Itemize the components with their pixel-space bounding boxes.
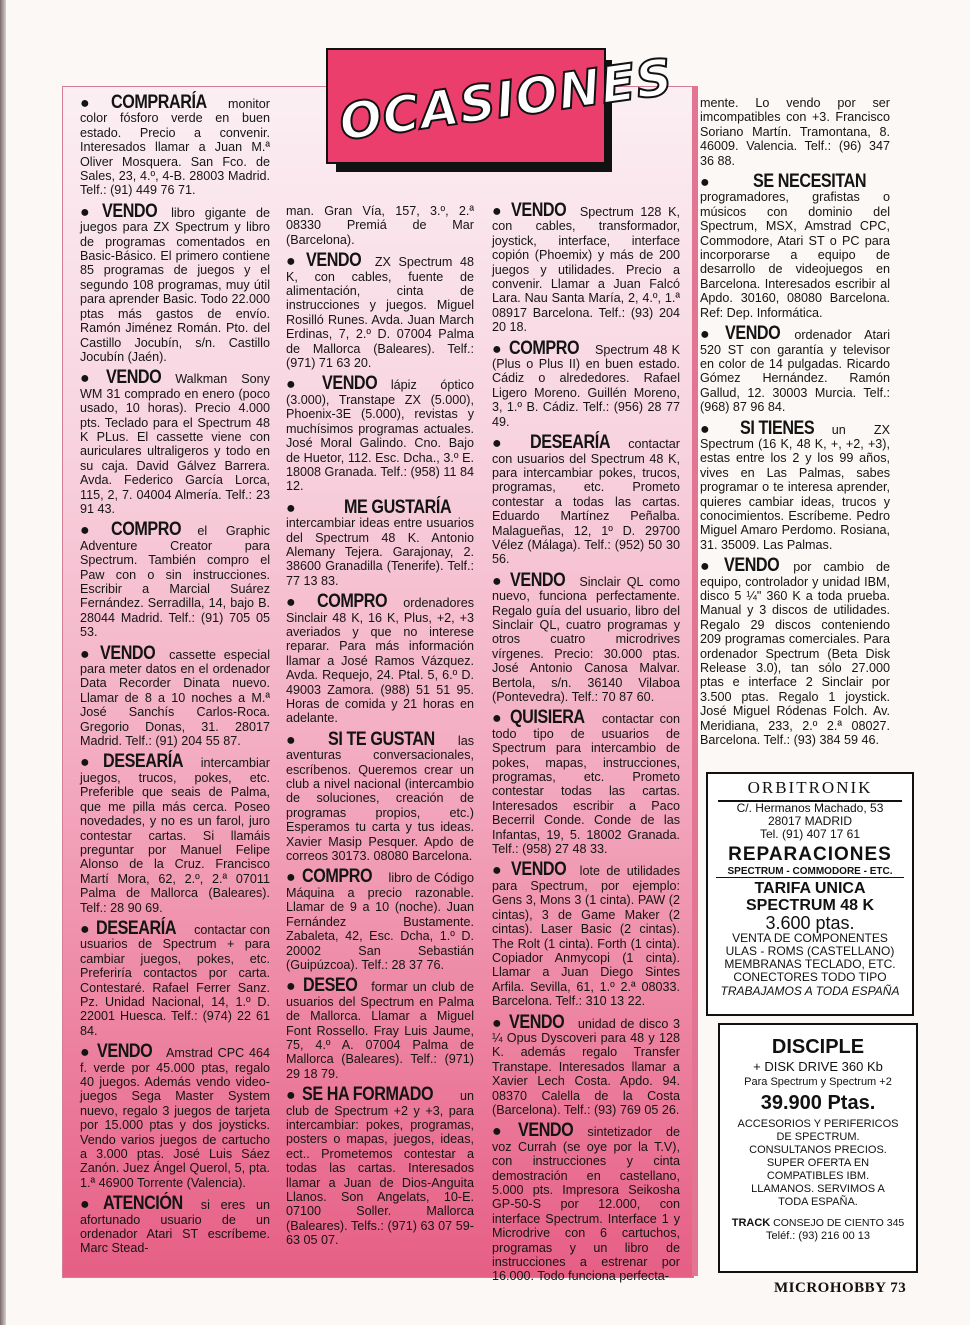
panel-shadow <box>692 86 698 1276</box>
ad-text: unidad de disco 3 ¼ Opus Dyscoveri para 48 y 128 K. además regalo Transfer Transtape. Interesados llamar a Xavier Lech Costa. Apdo. 94. 08370 Calella de la Costa (Barcelona). Telf.: (93) 769 05 26. <box>492 1016 680 1117</box>
bullet-icon: ● <box>286 731 323 749</box>
ad <box>700 555 890 748</box>
bullet-icon: ● <box>492 203 505 220</box>
ad <box>80 200 270 364</box>
bullet-icon: ● <box>492 1123 513 1141</box>
bullet-icon: ● <box>492 435 524 453</box>
column-3 <box>492 200 680 1291</box>
ad <box>80 751 270 915</box>
disciple-line: CONSULTANOS PRECIOS. <box>749 1144 887 1156</box>
orbitronik-tariff: TARIFA UNICA <box>754 880 866 897</box>
logo-box <box>326 47 677 164</box>
column-1 <box>80 92 270 1263</box>
ad-text: lápiz óptico (3.000), Transtape ZX (5.000), Phoenix-3E (5.000), revistas y muchísimos programas actuales. José Moral Galindo. Cno. Bajo de Huetor, 112. Esc. Dcha., 3.º E. 18008 Granada. Telf.: (958) 11 84 12. <box>286 378 474 494</box>
ad-keyword: VENDO <box>510 569 566 591</box>
ad-keyword: VENDO <box>510 859 566 881</box>
ad-continuation: mente. Lo vendo por ser imcompatibles con +3. Francisco Soriano Martín. Tramontana, 8. 46009. Valencia. Telf.: (96) 347 36 88. <box>700 96 890 168</box>
ad-text: si eres un afortunado usuario de un ordenador Atari ST escríbeme. Marc Stead- <box>80 1198 270 1256</box>
disciple-ad <box>718 1023 918 1273</box>
ad-text: Sinclair QL como nuevo, funciona perfectamente. Regalo guía del usuario, libro del Sinclair QL, cuatro programas y otros cuatro microdrives vírgenes. Precio: 30.000 ptas. José Antonio Canosa Malvar. Bertola, s/n. 36140 Vilaboa (Pontevedra). Telf.: 70 87 60. <box>492 574 680 704</box>
ad <box>492 337 680 429</box>
ad-keyword: VENDO <box>510 200 567 221</box>
ad-text: Spectrum 48 K (Plus o Plus II) en buen estado. Cádiz o alrededores. Rafael Ligero Moreno. Guillén Moreno, 3, 1.º B. Cádiz. Telf.: (956) 28 77 49. <box>492 342 680 429</box>
bullet-icon: ● <box>80 1196 97 1214</box>
orbitronik-roms: ULAS - ROMS (CASTELLANO) <box>725 944 895 958</box>
page-edge <box>0 0 6 1325</box>
ad <box>492 200 680 335</box>
disciple-line: TODA ESPAÑA. <box>778 1196 858 1208</box>
page-number: 73 <box>890 1280 907 1296</box>
ad-text: ordenadores Sinclair 48 K, 16 K, Plus, +2, +3 averiados y que no interese reparar. Para más información llamar a José Ramos Vázquez. Avda. Requejo, 24. Ptal. 5, 6.º D. 49003 Zamora. (988) 51 51 95. Horas de comida y 21 horas en adelante. <box>286 596 474 726</box>
bullet-icon: ● <box>700 174 747 192</box>
ad-keyword: DESEO <box>303 975 358 997</box>
orbitronik-name: ORBITRONIK <box>718 774 902 802</box>
bullet-icon: ● <box>700 420 735 438</box>
ad <box>80 1041 270 1190</box>
logo-title: OCASIONES <box>335 47 677 152</box>
ad-text: contactar con usuarios del Spectrum 48 K, para intercambiar pokes, trucos, programas, etc. Prometo contestar a todas las cartas. Eduardo Martínez Peñalba. Malagueñas, 12, 1º D. 29700 Vélez (Málaga). Telf.: (952) 50 30 56. <box>492 437 680 567</box>
track-street: CONSEJO DE CIENTO 345 <box>773 1217 905 1229</box>
ad-text: Walkman Sony WM 31 comprado en enero (poco usado, 10 horas). Precio 4.000 pts. Teclado para el Spectrum 48 K PLus. El cassette viene con auriculares ultraligeros y todo en su caja. David Gálvez Barrera. Avda. Federico García Lorca, 115, 2, 7. 04004 Almería. Telf.: 23 91 43. <box>80 372 270 516</box>
ad <box>80 642 270 749</box>
ad-keyword: COMPRO <box>110 519 181 541</box>
ad <box>286 591 474 726</box>
ad-keyword: QUISIERA <box>510 707 585 729</box>
ad-keyword: ATENCIÓN <box>102 1193 183 1215</box>
bullet-icon: ● <box>492 710 505 728</box>
bullet-icon: ● <box>492 572 505 590</box>
ad-keyword: SE NECESITAN <box>752 171 867 193</box>
ad <box>80 1193 270 1256</box>
ad-keyword: COMPRO <box>302 866 373 888</box>
ad <box>286 728 474 864</box>
bullet-icon: ● <box>492 340 503 358</box>
bullet-icon: ● <box>80 1044 91 1062</box>
ad <box>286 975 474 1081</box>
disciple-line: LLAMANOS. SERVIMOS A <box>751 1183 885 1195</box>
orbitronik-ad <box>706 772 914 1016</box>
orbitronik-connectors: CONECTORES TODO TIPO <box>733 970 887 984</box>
bullet-icon: ● <box>80 370 101 388</box>
ad <box>80 367 270 516</box>
bullet-icon: ● <box>700 558 719 576</box>
disciple-info <box>720 1118 916 1209</box>
bullet-icon: ● <box>80 203 97 221</box>
orbitronik-address: C/. Hermanos Machado, 53 <box>736 801 884 815</box>
page-footer <box>774 1280 944 1297</box>
ad-text: intercambiar ideas entre usuarios del Spectrum 48 K. Antonio Alemany Tejera. Garajonay, 2. 38600 Granadilla (Tenerife). Telf.: 77 13 83. <box>286 516 474 588</box>
ad <box>80 519 270 640</box>
bullet-icon: ● <box>286 1087 296 1105</box>
ad <box>700 171 890 320</box>
ad-keyword: SI TIENES <box>740 417 815 439</box>
ad <box>286 1084 474 1248</box>
track-phone: Teléf.: (93) 216 00 13 <box>766 1230 870 1242</box>
ad-keyword: DESEARÍA <box>102 751 183 773</box>
orbitronik-model: SPECTRUM 48 K <box>745 897 875 914</box>
ad-keyword: DESEARÍA <box>95 917 176 939</box>
ad <box>80 917 270 1038</box>
orbitronik-price: 3.600 ptas. <box>765 913 855 933</box>
orbitronik-phone: Tel. (91) 407 17 61 <box>759 827 861 841</box>
ad-continuation: man. Gran Vía, 157, 3.º, 2.ª 08330 Premiá de Mar (Barcelona). <box>286 204 474 247</box>
ad-keyword: VENDO <box>99 642 156 664</box>
disciple-drive: + DISK DRIVE 360 Kb <box>753 1059 883 1074</box>
track-address <box>720 1217 916 1229</box>
ad-text: monitor color fósforo verde en buen estado. Precio a convenir. Interesados llamar a Juan M.ª Oliver Mosquera. San Fco. de Sales, 23, 4.º, 4-B. 28003 Madrid. Telf.: (91) 449 76 71. <box>80 97 270 198</box>
disciple-price: 39.900 Ptas. <box>760 1092 876 1114</box>
ad-keyword: COMPRO <box>508 337 579 359</box>
ad <box>492 1011 680 1118</box>
bullet-icon: ● <box>80 95 106 112</box>
bullet-icon: ● <box>286 594 311 612</box>
orbitronik-components: VENTA DE COMPONENTES <box>732 931 888 945</box>
ad-text: libro gigante de juegos para ZX Spectrum y libro de programas comentados en Basic-Básico. El primero contiene 85 programas de juegos y el segundo 108 programas, muy útil para aprender Basic. Todo 22.000 ptas más gastos de envío. Ramón Jiménez Román. Pto. del Castillo Jocubín, s/n. Castillo Jocubín (Jaén). <box>80 205 270 364</box>
bullet-icon: ● <box>80 754 97 772</box>
ad-keyword: VENDO <box>305 250 362 272</box>
ad-text: libro de Código Máquina a precio razonable. Llamar de 9 a 10 (noche). Juan Fernández Bustamente. Zabaleta, 42, Esc. Dcha, 1.º D. 20002 San Sebastián (Guipúzcoa). Telf.: 28 37 76. <box>286 871 474 972</box>
bullet-icon: ● <box>492 1014 503 1032</box>
ad-text: sintetizador de voz Currah (se oye por la T.V), con instrucciones y cinta demostración en castellano, 5.000 pts. Impresora Seikosha GP-50-S por 12.000, con interface Spectrum. Interface 1 y Microdrive con 6 cartuchos, programas y un libro de instrucciones a estrenar por 16.000. Todo funciona perfecta- <box>492 1125 680 1284</box>
orbitronik-slogan: TRABAJAMOS A TODA ESPAÑA <box>720 984 900 998</box>
ad-text: formar un club de usuarios del Spectrum en Palma de Mallorca. Llamar a Miguel Font Rossello. Fray Luis Jaume, 75, 4.º A. 07004 Palma de Mallorca (Baleares). Telf.: (971) 29 18 79. <box>286 980 474 1081</box>
disciple-name: DISCIPLE <box>771 1036 865 1058</box>
ad <box>492 569 680 705</box>
ad-keyword: VENDO <box>725 323 781 345</box>
ad-text: ZX Spectrum 48 K, con cables, fuente de alimentación, cinta de instrucciones y juegos. Miguel Rosilló Runes. Avda. Juan March Erdinas, 7, 2.º D. 07004 Palma de Mallorca (Baleares). Telf.: (971) 71 63 20. <box>286 255 474 371</box>
bullet-icon: ● <box>80 522 105 540</box>
ad-text: un ZX Spectrum (16 K, 48 K, +, +2, +3), estas entre los 2 y los 99 años, vives en Las Palmas, sabes programar o te interesa aprender, quieres cambiar ideas, trucos y conocimientos. Escríbeme. Pedro Miguel Amaro Perdomo. Rosiana, 31. 35009. Las Palmas. <box>700 422 890 552</box>
ad <box>80 92 270 198</box>
track-name: TRACK <box>731 1217 771 1229</box>
orbitronik-brands: SPECTRUM - COMMODORE - ETC. <box>716 866 904 878</box>
ad <box>700 323 890 415</box>
disciple-line: DE SPECTRUM. <box>776 1131 860 1143</box>
ad <box>492 707 680 857</box>
ad-text: Amstrad CPC 464 f. verde por 45.000 ptas, regalo 40 juegos. Además vendo video-juegos Sega Master System nuevo, regalo 3 juegos de tarjeta por 15.000 ptas y dos joysticks. Vendo varios juegos de cartucho a 3.000 ptas. José Luis Sáez Zanón. Juez Ángel Querol, 5, pta. 1.ª 46900 Torrente (Valencia). <box>80 1046 270 1190</box>
ad-keyword: VENDO <box>724 555 780 577</box>
ocasiones-logo <box>326 47 677 178</box>
bullet-icon: ● <box>700 326 720 344</box>
ad-keyword: COMPRARÍA <box>111 92 208 113</box>
ad <box>492 1120 680 1284</box>
bullet-icon: ● <box>286 376 316 394</box>
ad <box>286 373 474 494</box>
bullet-icon: ● <box>286 253 300 271</box>
column-2 <box>286 204 474 1255</box>
orbitronik-membranes: MEMBRANAS TECLADO, ETC. <box>724 957 896 971</box>
bullet-icon: ● <box>80 920 90 938</box>
ad <box>700 417 890 553</box>
ad-text: contactar con todo tipo de usuarios de Spectrum para intercambio de pokes, mapas, instrucciones, programas, etc. Prometo contestar todas las cartas. Interesados escribir a Paco Becerril Conde. Conde de las Infantas, 19, 5. 18002 Granada. Telf.: (958) 27 48 33. <box>492 712 680 857</box>
ad-keyword: VENDO <box>518 1120 574 1142</box>
bullet-icon: ● <box>286 869 297 887</box>
ad-keyword: SI TE GUSTAN <box>328 728 436 750</box>
ad-keyword: ME GUSTARÍA <box>343 496 452 518</box>
bullet-icon: ● <box>492 862 505 880</box>
ad-keyword: SE HA FORMADO <box>301 1084 433 1106</box>
ad-text: intercambiar juegos, trucos, pokes, etc. Preferible que seais de Palma, que me pilla más cerca. Poseo novedades, y no es un farol, juro contestar cartas. Si llamáis preguntar por Manuel Felipe Alonso de la Cruz. Francisco Martí Mora, 62, 2.º, 2.ª 07011 Palma de Mallorca (Baleares). Telf.: 28 90 69. <box>80 756 270 915</box>
orbitronik-city: 28017 MADRID <box>767 814 853 828</box>
disciple-line: ACCESORIOS Y PERIFERICOS <box>737 1118 899 1130</box>
ad-text: por cambio de equipo, controlador y unidad IBM, disco 5 ¼" 360 K a toda prueba. Manual y 3 discos de utilidades. Regalo 29 discos conteniendo 209 programas comerciales. Para ordenador Spectrum (Beta Disk Release 3.0), tan sólo 27.000 ptas e interface 2 Sinclair por 3.500 ptas. Regalo 1 joystick. José Miguel Ródenas Folch. Av. Meridiana, 233, 2.º 2.ª 08027. Barcelona. Telf.: (93) 384 59 46. <box>700 560 890 748</box>
bullet-icon: ● <box>286 499 338 517</box>
ad-keyword: COMPRO <box>316 591 387 613</box>
disciple-line: SUPER OFERTA EN <box>766 1157 870 1169</box>
column-4 <box>700 96 890 754</box>
orbitronik-repairs: REPARACIONES <box>728 844 892 865</box>
disciple-line: COMPATIBLES IBM. <box>766 1170 870 1182</box>
ad-keyword: VENDO <box>96 1041 153 1063</box>
ad-text: programadores, grafistas o músicos con dominio del Spectrum, MSX, Amstrad CPC, Commodore, Atari ST o PC para incorporarse a equipo de desarrollo de videojuegos en Barcelona. Interesados escribir al Apdo. 30160, 08080 Barcelona. Ref: Dep. Informática. <box>700 190 890 320</box>
ad <box>492 432 680 567</box>
ad <box>492 859 680 1009</box>
ad-text: las aventuras conversacionales, escríbenos. Queremos crear un club a nivel nacional (intercambio de soluciones, creación de programas propios, etc.) Esperamos tu carta y tus ideas. Xavier Masip Pesquer. Apdo de correos 30173. 08080 Barcelona. <box>286 733 474 864</box>
ad-keyword: DESEARÍA <box>530 432 611 454</box>
ad-keyword: VENDO <box>508 1011 565 1033</box>
bullet-icon: ● <box>80 645 94 663</box>
ad-keyword: VENDO <box>102 200 158 222</box>
magazine-name: MICROHOBBY <box>774 1280 886 1296</box>
ad-text: Spectrum 128 K, con cables, transformador, joystick, interface, interface copión (Phoemix) y más de 200 juegos y utilidades. Precio a convenir. Llamar a Juan Falcó Lara. Nau Santa María, 2, 4.º, 1.ª 08917 Barcelona. Telf.: (93) 204 20 18. <box>492 205 680 335</box>
ad-keyword: VENDO <box>321 373 378 395</box>
ad-text: cassette especial para meter datos en el ordenador Data Recorder Dinata nuevo. Llamar de 8 a 10 noches a M.ª José Sanchís Carlos-Roca. Gregorio Donas, 31. 28017 Madrid. Telf.: (91) 204 55 87. <box>80 647 270 749</box>
disciple-for: Para Spectrum y Spectrum +2 <box>744 1076 892 1088</box>
ad <box>286 250 474 371</box>
ad-text: el Graphic Adventure Creator para Spectrum. También compro el Paw con o sin instrucciones. Escribir a Marcial Suárez Fernández. Serradilla, 14, bajo B. 28044 Madrid. Telf.: (91) 705 05 53. <box>80 524 270 640</box>
ad-text: un club de Spectrum +2 y +3, para intercambiar: pokes, programas, posters o mapas, juegos, ideas, ect.. Prometemos contestar a todas las cartas. Interesados llamar a Juan de Dios-Anguita Llanos. Son Angelats, 10-E. 07100 Soller. Mallorca (Baleares). Telfs.: (971) 63 07 59-63 05 07. <box>286 1089 474 1248</box>
ad-text: contactar con usuarios de Spectrum + para cambiar juegos, pokes, etc. Preferiría contactos por carta. Contestaré. Rafael Ferrer Sanz. Pz. Unidad Nacional, 14, 1.º D. 22001 Huesca. Telf.: (974) 22 61 84. <box>80 922 270 1038</box>
ad <box>286 496 474 588</box>
ad <box>286 866 474 972</box>
ad-keyword: VENDO <box>106 367 162 389</box>
ad-text: lote de utilidades para Spectrum, por ejemplo: Gens 3, Mons 3 (1 cinta). PAW (2 cintas), 3 de Game Maker (2 cintas). Laser Basic (2 cintas). The Rolt (1 cinta). Forth (1 cinta). Copiador Anmycopi (1 cinta). Llamar a Juan Diego Sintes Arfila. Sevilla, 61, 1.º 2.ª 08033. Barcelona. Telf.: 310 13 22. <box>492 864 680 1009</box>
ad-text: ordenador Atari 520 ST con garantía y televisor en color de 14 pulgadas. Ricardo Gómez Hernández. Ramón Gallud, 12. 30003 Murcia. Telf.: (968) 87 96 84. <box>700 328 890 415</box>
bullet-icon: ● <box>286 978 298 996</box>
